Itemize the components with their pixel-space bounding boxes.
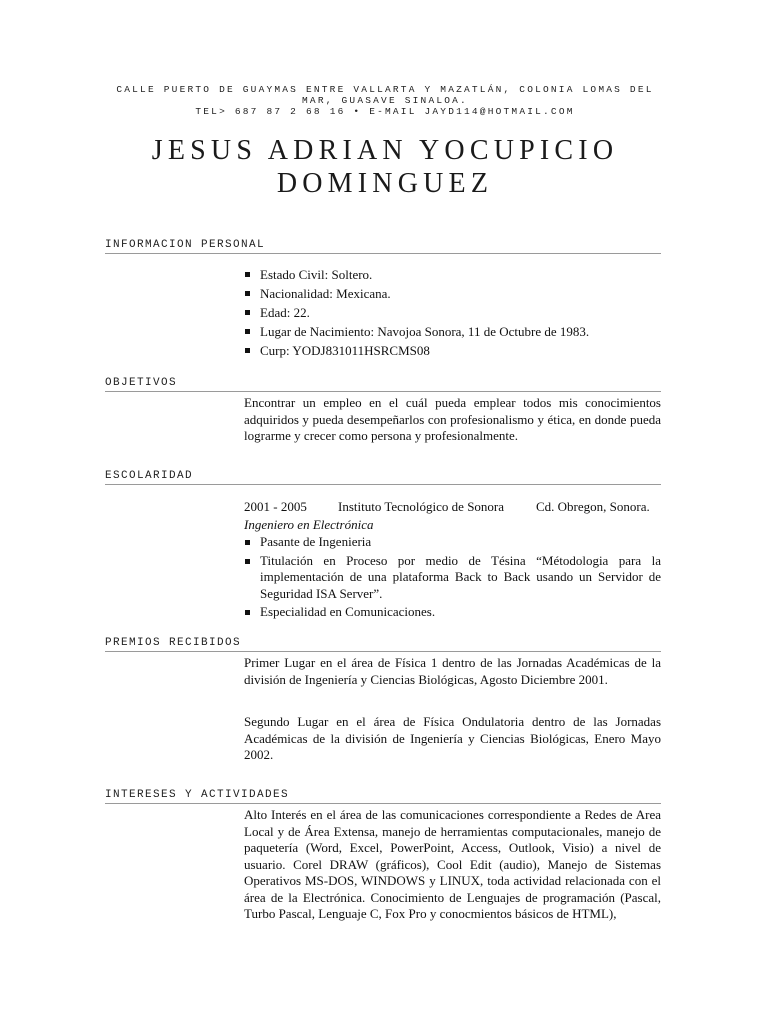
bullet-icon xyxy=(245,329,250,334)
interests-text: Alto Interés en el área de las comunicaciones correspondiente a Redes de Area Local y de Área Extensa, manejo de herramientas computacionales, manejo de paquetería (Word, Excel, PowerPoint, Access, Outlook, Visio) a nivel de usuario. Corel DRAW (gráficos), Cool Edit (audio), Manejo de Sistemas Operativos MS-DOS, WINDOWS y LINUX, toda actividad relacionada con el área de la Electrónica. Conocimiento de Lenguajes de programación (Pascal, Turbo Pascal, Lenguaje C, Fox Pro y conocmientos básicos de HTML), xyxy=(244,807,661,921)
education-period: 2001 - 2005 xyxy=(244,499,307,514)
section-heading-objectives: OBJETIVOS xyxy=(105,376,661,392)
section-heading-personal: INFORMACION PERSONAL xyxy=(105,238,661,254)
award-item: Segundo Lugar en el área de Física Ondulatoria dentro de las Jornadas Académicas de la división de Ingeniería y Ciencias Biológicas, Enero Mayo 2002. xyxy=(244,714,661,762)
bullet-icon xyxy=(245,559,250,564)
bullet-icon xyxy=(245,291,250,296)
list-item: Nacionalidad: Mexicana. xyxy=(244,284,664,303)
list-item: Edad: 22. xyxy=(244,303,664,322)
bullet-icon xyxy=(245,610,250,615)
address-line: CALLE PUERTO DE GUAYMAS ENTRE VALLARTA Y MAZATLÁN, COLONIA LOMAS DEL xyxy=(116,84,654,95)
list-item: Curp: YODJ831011HSRCMS08 xyxy=(244,341,664,360)
section-heading-awards: PREMIOS RECIBIDOS xyxy=(105,636,661,652)
bullet-icon xyxy=(245,540,250,545)
contact-header xyxy=(105,84,665,117)
award-item: Primer Lugar en el área de Física 1 dentro de las Jornadas Académicas de la división de Ingeniería y Ciencias Biológicas, Agosto Diciembre 2001. xyxy=(244,655,661,687)
bullet-icon xyxy=(245,348,250,353)
education-list xyxy=(244,534,661,623)
list-item: Estado Civil: Soltero. xyxy=(244,265,664,284)
bullet-icon xyxy=(245,310,250,315)
list-item: Especialidad en Comunicaciones. xyxy=(244,604,661,621)
name-line: JESUS ADRIAN YOCUPICIO xyxy=(151,135,619,166)
list-item: Pasante de Ingenieria xyxy=(244,534,661,551)
objectives-text: Encontrar un empleo en el cuál pueda emplear todos mis conocimientos adquiridos y pueda desempeñarlos con profesionalismo y ética, en donde pueda lograrme y crecer como persona y profesionalmente. xyxy=(244,395,661,443)
personal-info-list xyxy=(244,265,664,360)
education-location: Cd. Obregon, Sonora. xyxy=(536,499,650,514)
candidate-name xyxy=(105,134,665,200)
education-degree: Ingeniero en Electrónica xyxy=(244,517,374,532)
name-line: DOMINGUEZ xyxy=(276,168,494,199)
bullet-icon xyxy=(245,272,250,277)
education-school: Instituto Tecnológico de Sonora xyxy=(338,499,505,514)
address-line: MAR, GUASAVE SINALOA. xyxy=(302,95,468,106)
list-item: Lugar de Nacimiento: Navojoa Sonora, 11 de Octubre de 1983. xyxy=(244,322,664,341)
section-heading-education: ESCOLARIDAD xyxy=(105,469,661,485)
section-heading-interests: INTERESES Y ACTIVIDADES xyxy=(105,788,661,804)
education-entry xyxy=(244,498,661,515)
list-item: Titulación en Proceso por medio de Tésina “Métodologia para la implementación de una plataforma Back to Back usando un Servidor de Seguridad ISA Server”. xyxy=(244,553,661,603)
contact-line: TEL> 687 87 2 68 16 • E-MAIL JAYD114@HOTMAIL.COM xyxy=(195,106,575,117)
